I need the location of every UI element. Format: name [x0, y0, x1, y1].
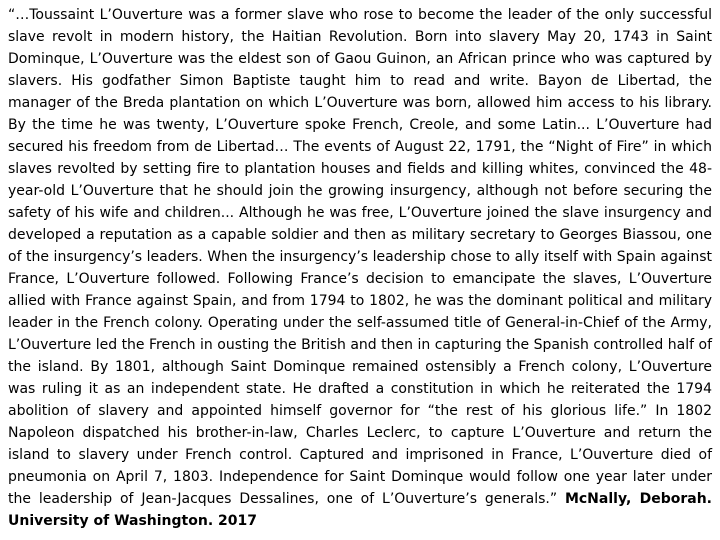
citation: McNally, Deborah. University of Washington. 2017: [8, 491, 712, 529]
quotation-paragraph: [8, 4, 712, 532]
quote-text: “…Toussaint L’Ouverture was a former slave who rose to become the leader of the only successful slave revolt in modern history, the Haitian Revolution. Born into slavery May 20, 1743 in Saint Dominque, L’Ouverture was the eldest son of Gaou Guinon, an African prince who was captured by slavers. His godfather Simon Baptiste taught him to read and write. Bayon de Libertad, the manager of the Breda plantation on which L’Ouverture was born, allowed him access to his library. By the time he was twenty, L’Ouverture spoke French, Creole, and some Latin... L’Ouverture had secured his freedom from de Libertad… The events of August 22, 1791, the “Night of Fire” in which slaves revolted by setting fire to plantation houses and fields and killing whites, convinced the 48-year-old L’Ouverture that he should join the growing insurgency, although not before securing the safety of his wife and children... Although he was free, L’Ouverture joined the slave insurgency and developed a reputation as a capable soldier and then as military secretary to Georges Biassou, one of the insurgency’s leaders. When the insurgency’s leadership chose to ally itself with Spain against France, L’Ouverture followed. Following France’s decision to emancipate the slaves, L’Ouverture allied with France against Spain, and from 1794 to 1802, he was the dominant political and military leader in the French colony. Operating under the self-assumed title of General-in-Chief of the Army, L’Ouverture led the French in ousting the British and then in capturing the Spanish controlled half of the island. By 1801, although Saint Dominque remained ostensibly a French colony, L’Ouverture was ruling it as an independent state. He drafted a constitution in which he reiterated the 1794 abolition of slavery and appointed himself governor for “the rest of his glorious life.” In 1802 Napoleon dispatched his brother-in-law, Charles Leclerc, to capture L’Ouverture and return the island to slavery under French control. Captured and imprisoned in France, L’Ouverture died of pneumonia on April 7, 1803. Independence for Saint Dominque would follow one year later under the leadership of Jean-Jacques Dessalines, one of L’Ouverture’s generals.”: [8, 7, 712, 507]
